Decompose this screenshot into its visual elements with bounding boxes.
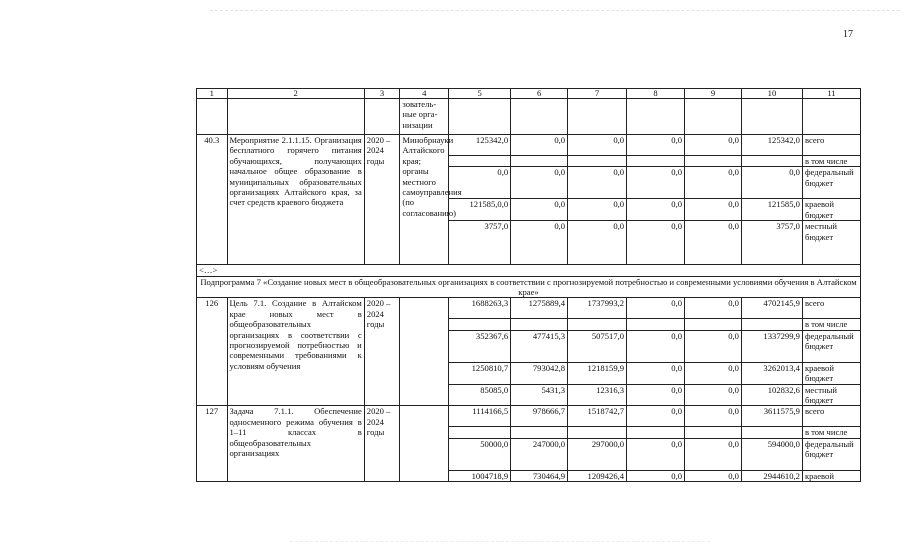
value-cell: 477415,3 [511, 330, 568, 362]
row-number: 40.3 [197, 135, 228, 265]
value-cell: 0,0 [685, 330, 742, 362]
header-cell: 6 [511, 89, 568, 99]
value-cell: 3757,0 [449, 221, 511, 265]
budget-source: местный бюджет [802, 221, 860, 265]
row-number: 126 [197, 298, 228, 406]
table-row-continuation [197, 99, 861, 135]
value-cell: 125342,0 [449, 135, 511, 156]
value-cell: 0,0 [627, 438, 685, 470]
value-cell: 0,0 [627, 221, 685, 265]
empty-cell [568, 99, 627, 135]
value-cell: 85085,0 [449, 384, 511, 406]
measure-name: Цель 7.1. Создание в Алтайском крае новых мест в общеобразовательных организациях в соответствии с прогнозируемой потребностью и современными требованиями к условиям обучения [227, 298, 364, 406]
value-cell: 0,0 [627, 298, 685, 319]
value-cell: 0,0 [627, 199, 685, 221]
value-cell: 1688263,3 [449, 298, 511, 319]
table-row-40_3 [197, 135, 861, 156]
value-cell: 0,0 [568, 221, 627, 265]
value-cell: 297000,0 [568, 438, 627, 470]
value-cell: 247000,0 [511, 438, 568, 470]
value-cell: 793042,8 [511, 362, 568, 384]
value-cell: 0,0 [685, 199, 742, 221]
empty-cell [627, 99, 685, 135]
value-cell [449, 319, 511, 330]
value-cell [568, 156, 627, 167]
budget-source: краевой бюджет [802, 362, 860, 384]
value-cell: 125342,0 [741, 135, 802, 156]
measure-name: Задача 7.1.1. Обеспечение односменного режима обучения в 1–11 классах в общеобразовательных организациях [227, 406, 364, 482]
value-cell: 1250810,7 [449, 362, 511, 384]
value-cell: 1275889,4 [511, 298, 568, 319]
value-cell: 0,0 [511, 135, 568, 156]
value-cell: 352367,6 [449, 330, 511, 362]
value-cell: 0,0 [511, 167, 568, 199]
value-cell [741, 319, 802, 330]
budget-source: федеральный бюджет [802, 167, 860, 199]
value-cell: 102832,6 [741, 384, 802, 406]
value-cell: 0,0 [685, 470, 742, 481]
value-cell: 1518742,7 [568, 406, 627, 427]
budget-source: местный бюджет [802, 384, 860, 406]
header-cell: 11 [802, 89, 860, 99]
budget-source: в том числе [802, 156, 860, 167]
budget-source: всего [802, 406, 860, 427]
value-cell: 4702145,9 [741, 298, 802, 319]
value-cell: 0,0 [685, 221, 742, 265]
header-cell: 7 [568, 89, 627, 99]
value-cell: 0,0 [627, 470, 685, 481]
table-row-126 [197, 298, 861, 319]
value-cell: 0,0 [449, 167, 511, 199]
program-table [196, 88, 861, 482]
ellipsis-row [197, 265, 861, 276]
table-header-row [197, 89, 861, 99]
budget-source: всего [802, 298, 860, 319]
value-cell: 0,0 [685, 298, 742, 319]
value-cell [568, 427, 627, 438]
value-cell [685, 427, 742, 438]
budget-source: федеральный бюджет [802, 330, 860, 362]
header-cell: 9 [685, 89, 742, 99]
value-cell: 0,0 [627, 406, 685, 427]
value-cell [741, 156, 802, 167]
period-cell: 2020 – 2024 годы [364, 135, 400, 265]
value-cell: 1737993,2 [568, 298, 627, 319]
value-cell [511, 427, 568, 438]
value-cell: 5431,3 [511, 384, 568, 406]
budget-source: в том числе [802, 319, 860, 330]
executor-cell: Минобрнауки Алтайского края; органы местного самоуправления (по согласованию) [400, 135, 449, 265]
budget-source: всего [802, 135, 860, 156]
value-cell [449, 427, 511, 438]
value-cell: 594000,0 [741, 438, 802, 470]
value-cell: 0,0 [627, 330, 685, 362]
value-cell: 3611575,9 [741, 406, 802, 427]
value-cell [685, 156, 742, 167]
value-cell: 1209426,4 [568, 470, 627, 481]
value-cell: 1218159,9 [568, 362, 627, 384]
value-cell: 2944610,2 [741, 470, 802, 481]
value-cell: 0,0 [627, 167, 685, 199]
empty-cell [227, 99, 364, 135]
value-cell [741, 427, 802, 438]
value-cell: 0,0 [568, 199, 627, 221]
value-cell: 12316,3 [568, 384, 627, 406]
value-cell [627, 156, 685, 167]
value-cell: 1004718,9 [449, 470, 511, 481]
value-cell: 0,0 [568, 167, 627, 199]
value-cell: 0,0 [627, 135, 685, 156]
scan-artifact-bottom [290, 541, 710, 543]
measure-name: Мероприятие 2.1.1.15. Организация бесплатного горячего питания обучающихся, получающих начальное общее образование в муниципальных образовательных организациях Алтайского края, за счет средств краевого бюджета [227, 135, 364, 265]
value-cell: 0,0 [568, 135, 627, 156]
value-cell: 0,0 [685, 362, 742, 384]
budget-source: в том числе [802, 427, 860, 438]
ellipsis-cell: <…> [197, 265, 861, 276]
value-cell: 0,0 [685, 406, 742, 427]
value-cell: 0,0 [627, 362, 685, 384]
empty-cell [449, 99, 511, 135]
header-cell: 2 [227, 89, 364, 99]
value-cell [511, 156, 568, 167]
table-row-127 [197, 406, 861, 427]
value-cell: 1337299,9 [741, 330, 802, 362]
value-cell: 121585,0,0 [449, 199, 511, 221]
value-cell: 121585,0 [741, 199, 802, 221]
empty-cell [364, 99, 400, 135]
value-cell: 0,0 [685, 384, 742, 406]
executor-cell [400, 406, 449, 482]
value-cell: 730464,9 [511, 470, 568, 481]
header-cell: 1 [197, 89, 228, 99]
value-cell: 0,0 [511, 221, 568, 265]
executor-cell [400, 298, 449, 406]
budget-source: краевой бюджет [802, 199, 860, 221]
page-number: 17 [843, 29, 853, 40]
header-cell: 10 [741, 89, 802, 99]
value-cell: 978666,7 [511, 406, 568, 427]
budget-source: федеральный бюджет [802, 438, 860, 470]
value-cell [685, 319, 742, 330]
row-number: 127 [197, 406, 228, 482]
value-cell: 0,0 [511, 199, 568, 221]
value-cell: 3757,0 [741, 221, 802, 265]
value-cell: 0,0 [685, 167, 742, 199]
empty-cell [511, 99, 568, 135]
value-cell: 50000,0 [449, 438, 511, 470]
value-cell [511, 319, 568, 330]
value-cell: 3262013,4 [741, 362, 802, 384]
value-cell: 507517,0 [568, 330, 627, 362]
value-cell: 0,0 [627, 384, 685, 406]
empty-cell [197, 99, 228, 135]
value-cell: 1114166,5 [449, 406, 511, 427]
value-cell [449, 156, 511, 167]
value-cell [568, 319, 627, 330]
table-body [197, 89, 861, 482]
scan-artifact-top [210, 10, 900, 12]
header-cell: 8 [627, 89, 685, 99]
subprogram-row [197, 276, 861, 298]
value-cell: 0,0 [741, 167, 802, 199]
value-cell [627, 427, 685, 438]
period-cell: 2020 – 2024 годы [364, 406, 400, 482]
empty-cell [741, 99, 802, 135]
value-cell [627, 319, 685, 330]
budget-source: краевой [802, 470, 860, 481]
executor-cell: зователь-ные орга-низации [400, 99, 449, 135]
subprogram-title: Подпрограмма 7 «Создание новых мест в общеобразовательных организациях в соответствии с прогнозируемой потребностью и современными условиями обучения в Алтайском крае» [197, 276, 861, 298]
value-cell: 0,0 [685, 135, 742, 156]
header-cell: 3 [364, 89, 400, 99]
empty-cell [802, 99, 860, 135]
header-cell: 5 [449, 89, 511, 99]
empty-cell [685, 99, 742, 135]
value-cell: 0,0 [685, 438, 742, 470]
header-cell: 4 [400, 89, 449, 99]
period-cell: 2020 – 2024 годы [364, 298, 400, 406]
